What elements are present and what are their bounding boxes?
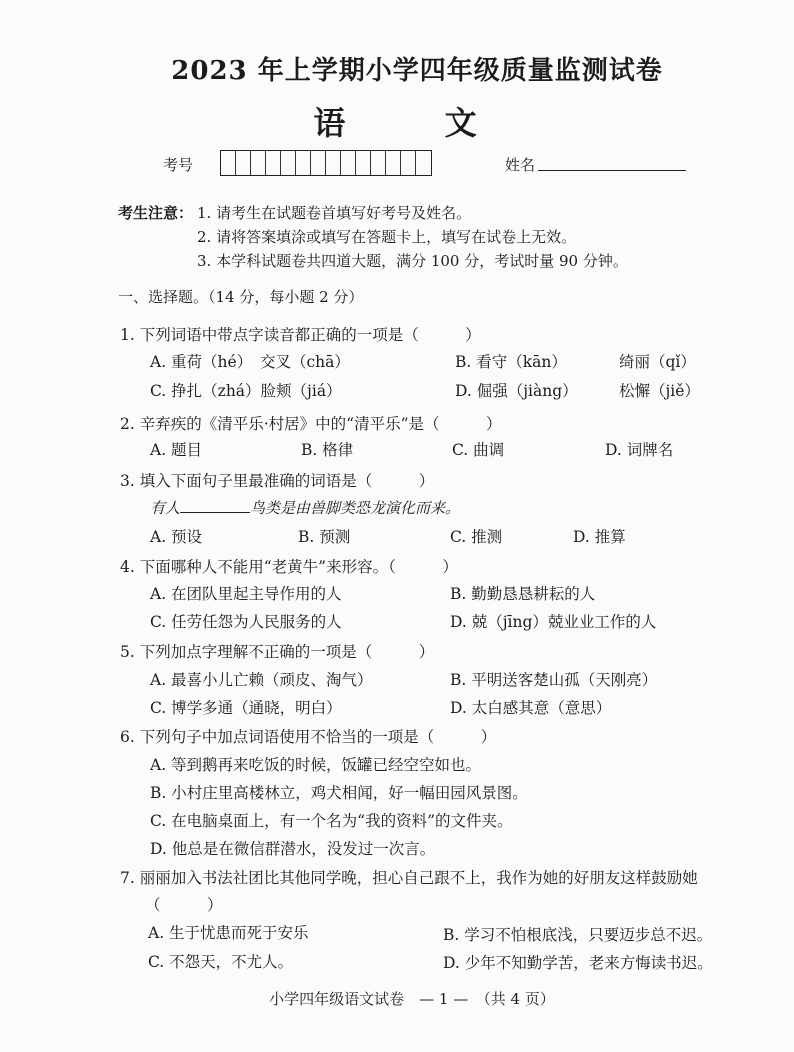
option-a[interactable]: A. 重荷（hé） 交叉（chā） bbox=[150, 353, 350, 371]
option-a[interactable]: A. 题目 bbox=[150, 441, 203, 459]
option-c[interactable]: C. 在电脑桌面上，有一个名为“我的资料”的文件夹。 bbox=[150, 812, 513, 830]
subject-title: 语 文 bbox=[313, 104, 521, 142]
option-c[interactable]: C. 推测 bbox=[450, 528, 503, 546]
exam-title: 2023 年上学期小学四年级质量监测试卷 bbox=[171, 56, 663, 86]
question-stem: 6. 下列句子中加点词语使用不恰当的一项是（ ） bbox=[120, 728, 497, 746]
option-a[interactable]: A. 预设 bbox=[150, 528, 203, 546]
option-b[interactable]: B. 学习不怕根底浅，只要迈步总不迟。 bbox=[443, 926, 713, 944]
question-stem: 5. 下列加点字理解不正确的一项是（ ） bbox=[120, 643, 435, 661]
option-b[interactable]: B. 格律 bbox=[301, 441, 354, 459]
fill-sentence-pre: 有人 bbox=[150, 499, 181, 517]
option-c[interactable]: C. 曲调 bbox=[452, 441, 505, 459]
option-c[interactable]: C. 任劳任怨为人民服务的人 bbox=[150, 613, 342, 631]
option-d-extra: 松懈（jiě） bbox=[619, 382, 700, 400]
option-d[interactable]: D. 他总是在微信群潜水，没发过一次言。 bbox=[150, 840, 436, 858]
option-d[interactable]: D. 推算 bbox=[573, 528, 626, 546]
page-footer: 小学四年级语文试卷 — 1 — （共 4 页） bbox=[269, 990, 555, 1008]
option-d[interactable]: D. 兢（jīng）兢业业工作的人 bbox=[450, 613, 657, 631]
option-d[interactable]: D. 词牌名 bbox=[605, 441, 674, 459]
question-stem: 2. 辛弃疾的《清平乐·村居》中的“清平乐”是（ ） bbox=[120, 415, 502, 433]
note-item: 3. 本学科试题卷共四道大题，满分 100 分，考试时量 90 分钟。 bbox=[197, 252, 628, 270]
exam-no-label: 考号 bbox=[163, 156, 194, 174]
option-b[interactable]: B. 看守（kān） bbox=[455, 353, 567, 371]
option-b[interactable]: B. 小村庄里高楼林立，鸡犬相闻，好一幅田园风景图。 bbox=[150, 784, 528, 802]
option-d[interactable]: D. 少年不知勤学苦，老来方悔读书迟。 bbox=[443, 954, 713, 972]
question-stem: 4. 下面哪种人不能用“老黄牛”来形容。（ ） bbox=[120, 558, 458, 576]
option-c[interactable]: C. 博学多通（通晓，明白） bbox=[150, 699, 342, 717]
option-a[interactable]: A. 最喜小儿亡赖（顽皮、淘气） bbox=[150, 671, 373, 689]
option-d[interactable]: D. 倔强（jiàng） bbox=[455, 382, 578, 400]
option-b[interactable]: B. 勤勤恳恳耕耘的人 bbox=[450, 585, 596, 603]
name-field[interactable] bbox=[538, 170, 686, 171]
option-a[interactable]: A. 在团队里起主导作用的人 bbox=[150, 585, 342, 603]
fill-sentence bbox=[150, 497, 460, 518]
section-heading: 一、选择题。（14 分，每小题 2 分） bbox=[118, 288, 364, 306]
question-answer-paren: （ ） bbox=[145, 896, 223, 914]
fill-blank[interactable] bbox=[180, 498, 250, 513]
option-c[interactable]: C. 不怨天，不尤人。 bbox=[148, 953, 294, 971]
fill-sentence-post: 鸟类是由兽脚类恐龙演化而来。 bbox=[250, 499, 461, 517]
option-a[interactable]: A. 等到鹅再来吃饭的时候，饭罐已经空空如也。 bbox=[150, 756, 482, 774]
question-stem: 7. 丽丽加入书法社团比其他同学晚，担心自己跟不上，我作为她的好朋友这样鼓励她 bbox=[120, 869, 698, 887]
option-a[interactable]: A. 生于忧患而死于安乐 bbox=[148, 924, 309, 942]
note-item: 1. 请考生在试题卷首填写好考号及姓名。 bbox=[197, 204, 472, 222]
question-stem: 3. 填入下面句子里最准确的词语是（ ） bbox=[120, 472, 435, 490]
exam-no-boxes[interactable] bbox=[220, 150, 432, 176]
note-item: 2. 请将答案填涂或填写在答题卡上，填写在试卷上无效。 bbox=[197, 228, 577, 246]
notes-heading: 考生注意： bbox=[118, 204, 194, 222]
option-c[interactable]: C. 挣扎（zhá）脸颊（jiá） bbox=[150, 382, 342, 400]
option-b-extra: 绮丽（qǐ） bbox=[619, 353, 696, 371]
option-d[interactable]: D. 太白感其意（意思） bbox=[450, 699, 612, 717]
option-b[interactable]: B. 预测 bbox=[298, 528, 351, 546]
question-stem: 1. 下列词语中带点字读音都正确的一项是（ ） bbox=[120, 326, 481, 344]
option-b[interactable]: B. 平明送客楚山孤（天刚亮） bbox=[450, 671, 658, 689]
name-label: 姓名 bbox=[505, 156, 536, 174]
